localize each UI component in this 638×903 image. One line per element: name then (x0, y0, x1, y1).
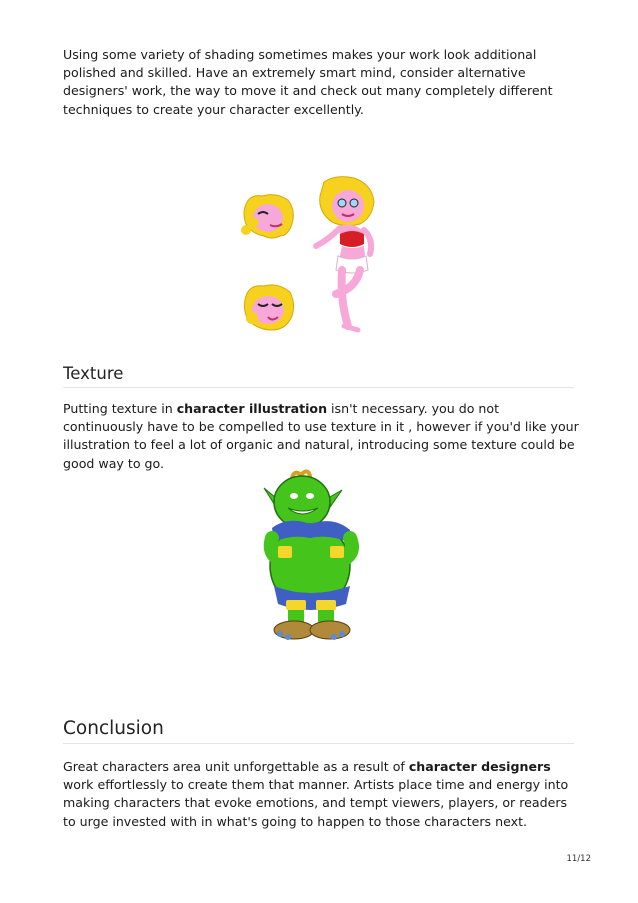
texture-heading: Texture (63, 363, 574, 388)
winking-face-head (241, 195, 293, 238)
intro-paragraph: Using some variety of shading sometimes makes your work look additional polished and skilled. Have an extremely smart mind, consider alternative designers' work, the way to move it and check out many completely different techniques to create your character excellently. (63, 47, 553, 117)
full-body-girl (316, 177, 374, 330)
green-troll-illustration (258, 468, 370, 644)
page-number: 11/12 (566, 854, 591, 864)
texture-text-before: Putting texture in (63, 401, 177, 416)
closed-eyes-face-head (244, 285, 293, 330)
conclusion-heading: Conclusion (63, 716, 574, 744)
texture-bold-term: character illustration (176, 401, 328, 416)
texture-text-after: isn't necessary. you do not continuously have to be compelled to use texture in it , however if you'd like your illustration to feel a lot of organic and natural, introducing some texture could be good way to go. (63, 401, 579, 471)
conclusion-paragraph (63, 758, 583, 831)
texture-paragraph (63, 400, 583, 473)
conclusion-bold-term: character designers (408, 759, 551, 774)
conclusion-text-before: Great characters area unit unforgettable as a result of (63, 759, 409, 774)
cartoon-girl-illustration (232, 170, 382, 340)
conclusion-text-after: work effortlessly to create them that manner. Artists place time and energy into making characters that evoke emotions, and tempt viewers, players, or readers to urge invested with in what's going to happen to those characters next. (63, 777, 569, 829)
